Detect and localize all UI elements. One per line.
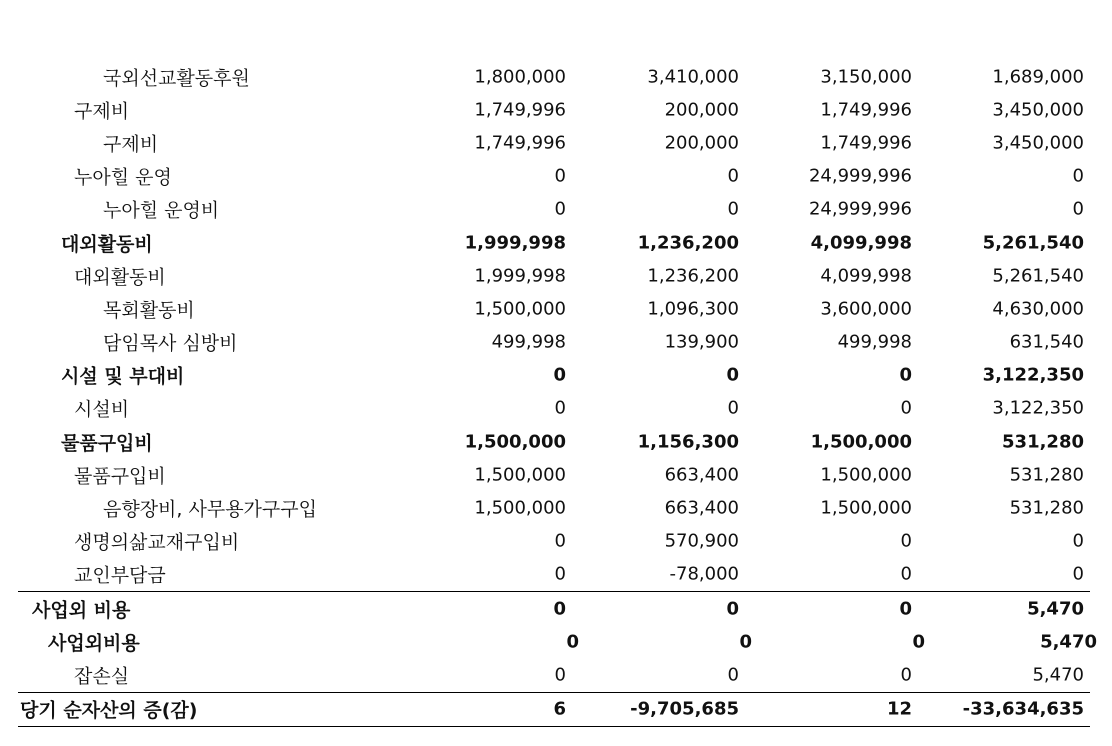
row-value-col1: 0 — [554, 198, 566, 220]
table-row — [5, 625, 1097, 658]
row-value-col2: 1,156,300 — [637, 431, 739, 453]
table-row — [18, 193, 1090, 226]
row-value-col1: 0 — [554, 530, 566, 552]
row-label: 당기 순자산의 증(감) — [20, 699, 198, 722]
financial-table — [18, 60, 1097, 727]
row-value-col4: 0 — [1072, 198, 1084, 220]
table-row — [18, 226, 1090, 259]
row-label: 시설비 — [74, 398, 130, 421]
row-value-col3: 1,500,000 — [820, 464, 912, 486]
table-row — [18, 525, 1090, 558]
row-value-col3: 3,150,000 — [820, 66, 912, 88]
row-value-col4: 0 — [1072, 165, 1084, 187]
row-label: 사업외 비용 — [32, 599, 131, 622]
row-label: 목회활동비 — [103, 299, 195, 322]
row-value-col3: 1,749,996 — [820, 99, 912, 121]
row-value-col2: 0 — [739, 631, 752, 653]
row-label: 대외활동비 — [61, 233, 153, 256]
table-row-total — [18, 692, 1090, 727]
row-label: 물품구입비 — [61, 432, 153, 455]
table-row — [18, 558, 1090, 591]
row-value-col2: 200,000 — [664, 99, 739, 121]
row-value-col4: 5,261,540 — [982, 232, 1084, 254]
row-value-col3: 24,999,996 — [808, 165, 912, 187]
row-value-col4: -33,634,635 — [962, 698, 1084, 720]
row-value-col3: 0 — [900, 664, 912, 686]
table-row — [18, 93, 1090, 126]
row-value-col3: 4,099,998 — [820, 265, 912, 287]
row-value-col2: 139,900 — [664, 331, 739, 353]
row-value-col3: 0 — [899, 598, 912, 620]
row-value-col4: 631,540 — [1009, 331, 1084, 353]
row-label: 구제비 — [74, 100, 130, 123]
row-value-col1: 1,999,998 — [474, 265, 566, 287]
row-value-col1: 1,749,996 — [474, 99, 566, 121]
row-value-col4: 0 — [1072, 530, 1084, 552]
row-value-col2: 0 — [727, 397, 739, 419]
row-value-col2: -78,000 — [669, 563, 739, 585]
row-value-col3: 0 — [900, 530, 912, 552]
table-row — [18, 160, 1090, 193]
row-value-col3: 4,099,998 — [810, 232, 912, 254]
row-label: 물품구입비 — [74, 465, 166, 488]
table-row — [18, 392, 1090, 425]
row-value-col2: 200,000 — [664, 132, 739, 154]
row-value-col4: 5,470 — [1027, 598, 1084, 620]
row-value-col1: 1,500,000 — [464, 431, 566, 453]
row-value-col2: 0 — [727, 664, 739, 686]
row-value-col1: 1,500,000 — [474, 298, 566, 320]
table-row — [18, 326, 1090, 359]
row-value-col1: 499,998 — [491, 331, 566, 353]
row-value-col3: 0 — [899, 364, 912, 386]
row-value-col1: 0 — [554, 563, 566, 585]
row-value-col2: -9,705,685 — [630, 698, 739, 720]
row-value-col3: 0 — [900, 563, 912, 585]
row-value-col4: 4,630,000 — [992, 298, 1084, 320]
row-value-col1: 1,500,000 — [474, 464, 566, 486]
row-label: 구제비 — [103, 133, 159, 156]
row-value-col3: 1,749,996 — [820, 132, 912, 154]
row-value-col2: 570,900 — [664, 530, 739, 552]
row-value-col2: 663,400 — [664, 497, 739, 519]
row-value-col2: 3,410,000 — [647, 66, 739, 88]
row-label: 담임목사 심방비 — [103, 332, 238, 355]
row-value-col4: 531,280 — [1009, 497, 1084, 519]
row-value-col4: 531,280 — [1002, 431, 1084, 453]
row-label: 대외활동비 — [74, 266, 166, 289]
row-value-col4: 0 — [1072, 563, 1084, 585]
row-value-col4: 3,450,000 — [992, 99, 1084, 121]
row-value-col4: 3,122,350 — [982, 364, 1084, 386]
row-value-col1: 1,500,000 — [474, 497, 566, 519]
row-value-col2: 663,400 — [664, 464, 739, 486]
row-value-col1: 6 — [553, 698, 566, 720]
row-value-col2: 1,236,200 — [637, 232, 739, 254]
row-value-col2: 0 — [727, 198, 739, 220]
row-value-col3: 499,998 — [837, 331, 912, 353]
row-value-col3: 1,500,000 — [810, 431, 912, 453]
row-value-col1: 0 — [554, 165, 566, 187]
row-value-col4: 5,470 — [1040, 631, 1097, 653]
row-value-col4: 1,689,000 — [992, 66, 1084, 88]
table-row — [18, 359, 1090, 392]
table-row — [18, 491, 1090, 524]
row-value-col1: 1,999,998 — [464, 232, 566, 254]
table-row — [18, 591, 1090, 625]
row-value-col4: 531,280 — [1009, 464, 1084, 486]
row-value-col1: 1,749,996 — [474, 132, 566, 154]
table-row — [18, 259, 1090, 292]
row-value-col2: 0 — [726, 598, 739, 620]
row-value-col2: 1,236,200 — [647, 265, 739, 287]
row-label: 교인부담금 — [74, 564, 166, 587]
row-value-col4: 5,470 — [1032, 664, 1084, 686]
row-value-col3: 12 — [886, 698, 912, 720]
row-value-col2: 0 — [726, 364, 739, 386]
row-value-col1: 0 — [554, 397, 566, 419]
row-label: 음향장비, 사무용가구구입 — [103, 498, 317, 521]
row-value-col3: 0 — [900, 397, 912, 419]
table-row — [18, 126, 1090, 159]
row-value-col1: 0 — [553, 598, 566, 620]
row-value-col4: 3,122,350 — [992, 397, 1084, 419]
table-row — [18, 60, 1090, 93]
table-row — [18, 658, 1090, 691]
row-label: 국외선교활동후원 — [103, 67, 250, 90]
table-row — [18, 292, 1090, 325]
row-value-col1: 1,800,000 — [474, 66, 566, 88]
table-row — [18, 425, 1090, 458]
row-label: 잡손실 — [74, 665, 130, 688]
row-value-col2: 0 — [727, 165, 739, 187]
row-label: 시설 및 부대비 — [61, 365, 185, 388]
row-label: 누아힐 운영 — [74, 166, 172, 189]
row-label: 사업외비용 — [48, 632, 140, 655]
row-value-col3: 1,500,000 — [820, 497, 912, 519]
row-value-col1: 0 — [553, 364, 566, 386]
row-value-col3: 0 — [912, 631, 925, 653]
row-label: 누아힐 운영비 — [103, 199, 220, 222]
row-value-col1: 0 — [554, 664, 566, 686]
row-value-col1: 0 — [566, 631, 579, 653]
row-value-col3: 24,999,996 — [808, 198, 912, 220]
row-label: 생명의삶교재구입비 — [74, 531, 240, 554]
row-value-col4: 5,261,540 — [992, 265, 1084, 287]
row-value-col4: 3,450,000 — [992, 132, 1084, 154]
table-row — [18, 458, 1090, 491]
row-value-col3: 3,600,000 — [820, 298, 912, 320]
row-value-col2: 1,096,300 — [647, 298, 739, 320]
